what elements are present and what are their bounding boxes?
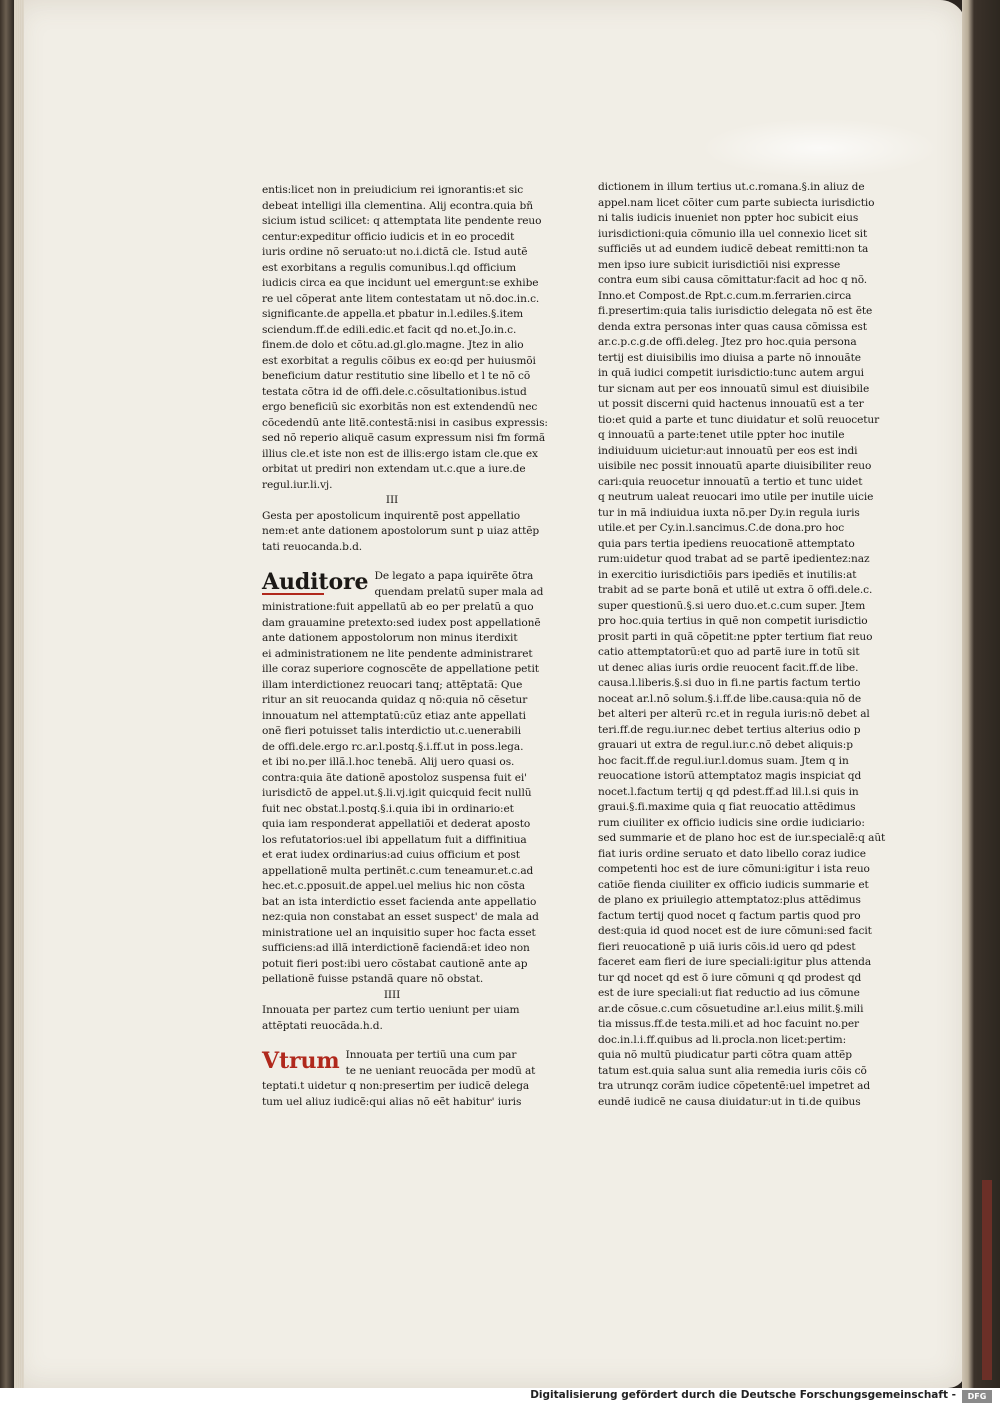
text-line: tio:et quid a parte et tunc diuidatur et solũ reuocetur: [598, 413, 880, 426]
text-line: ministratione:fuit appellatũ ab eo per prelatũ a quo: [262, 601, 534, 613]
summary-line: Innouata per partez cum tertio ueniunt per uiam: [262, 1004, 520, 1016]
initial-word: Auditore: [262, 569, 369, 595]
text-line: sufficiẽs ut ad eundem iudicẽ debeat remitti:non ta: [598, 243, 869, 255]
footer-credit: Digitalisierung gefördert durch die Deutsche Forschungsgemeinschaft -: [530, 1389, 956, 1401]
text-line: significante.de appella.et pbatur in.l.ediles.§.item: [262, 308, 524, 320]
text-line: indiuiduum uicietur:aut innouatũ per eos est indi: [598, 444, 858, 457]
text-line: tur qd nocet qd est õ iure cõmuni q qd prodest qd: [598, 971, 862, 984]
text-line: noceat ar.l.nõ solum.§.i.ff.de libe.causa:quia nõ de: [598, 692, 862, 705]
book-spine-edge: [962, 0, 1000, 1388]
text-line: hec.et.c.pposuit.de appel.uel melius hic non cõsta: [262, 880, 525, 892]
text-line: ante dationem appostolorum non minus iterdixit: [262, 632, 518, 644]
paper-stain: [700, 118, 940, 178]
text-line: nez:quia non constabat an esset suspect' de mala ad: [262, 911, 539, 923]
text-line: pellationẽ fuisse pstandã quare nõ obstat.: [262, 973, 484, 985]
text-line: super questionũ.§.si uero duo.et.c.cum super. Jtem: [598, 599, 866, 612]
text-line: appellationẽ multa pertinẽt.c.cum teneamur.et.c.ad: [262, 864, 534, 877]
text-line: trabit ad se parte bonã et utilẽ ut extra õ offi.dele.c.: [598, 584, 873, 596]
text-line: tertij est diuisibilis imo diuisa a parte nõ innouãte: [598, 351, 861, 364]
text-line: sed summarie et de plano hoc est de iur.specialẽ:q aũt: [598, 832, 886, 844]
text-line: cõcedendũ ante litẽ.contestã:nisi in casibus expressis:: [262, 416, 548, 429]
text-line: Inno.et Compost.de Rpt.c.cum.m.ferrarien.circa: [598, 289, 852, 302]
text-line: innouatum nel attemptatũ:cũz etiaz ante appellati: [262, 709, 526, 722]
text-line: teptati.t uidetur q non:presertim per iudicẽ delega: [262, 1080, 530, 1092]
spine-bookmark: [982, 1180, 992, 1380]
text-line: beneficium datur restitutio sine libello et l te nõ cõ: [262, 370, 531, 382]
text-line: tia missus.ff.de testa.mili.et ad hoc facuint no.per: [598, 1018, 859, 1030]
text-line: appel.nam licet cõiter cum parte subiecta iurisdictio: [598, 196, 875, 209]
text-line: contra eum sibi causa cõmittatur:facit ad hoc q nõ.: [598, 274, 868, 286]
text-line: sciendum.ff.de edili.edic.et facit qd no.et.Jo.in.c.: [262, 323, 517, 336]
spacer: [262, 555, 522, 569]
text-line: dest:quia id quod nocet est de iure cõmuni:sed facit: [598, 925, 872, 937]
text-line: men ipso iure subicit iurisdictiõi nisi expresse: [598, 258, 841, 271]
section-heading-3: III: [385, 494, 399, 506]
text-line: testata cõtra id de offi.dele.c.cõsultationibus.istud: [262, 385, 527, 398]
text-line: illius cle.et iste non est de illis:ergo istam cle.que ex: [262, 447, 538, 460]
text-line: ut denec alias iuris ordie reuocent facit.ff.de libe.: [598, 661, 859, 674]
text-line: sicium istud scilicet: q attemptata lite pendente reuo: [262, 215, 542, 227]
text-line: catiõe fienda ciuiliter ex officio iudicis summarie et: [598, 878, 869, 891]
text-line: illam interdictionez reuocari tanq; attẽptatã: Que: [262, 678, 523, 691]
page-edge: [14, 0, 24, 1388]
text-line: est exorbitat a regulis cõibus ex eo:qd per huiusmõi: [262, 354, 536, 367]
text-line: ar.c.p.c.g.de offi.deleg. Jtez pro hoc.quia persona: [598, 336, 857, 348]
text-line: fi.presertim:quia talis iurisdictio delegata nõ est ẽte: [598, 305, 873, 317]
text-line: ritur an sit reuocanda quidaz q nõ:quia nõ cẽsetur: [262, 694, 528, 706]
summary-line: Gesta per apostolicum inquirentẽ post appellatio: [262, 509, 521, 522]
text-line: in exercitio iurisdictiõis pars ipediẽs et inutilis:at: [598, 568, 857, 581]
text-line: factum tertij quod nocet q factum partis quod pro: [598, 909, 861, 922]
text-line: utile.et per Cy.in.l.sancimus.C.de dona.pro hoc: [598, 522, 845, 534]
text-line: rum:uidetur quod trabat ad se partẽ ipedientez:naz: [598, 553, 870, 565]
text-line: Innouata per tertiũ una cum par: [345, 1049, 517, 1061]
text-line: nocet.l.factum tertij q qd pdest.ff.ad lil.l.si quis in: [598, 785, 859, 798]
text-line: fiat iuris ordine seruato et dato libello coraz iudice: [598, 847, 866, 860]
left-text-column: [262, 183, 548, 1110]
text-line: entis:licet non in preiudicium rei ignorantis:et sic: [262, 184, 524, 196]
text-line: q neutrum ualeat reuocari imo utile per inutile uicie: [598, 491, 874, 503]
text-line: bet alteri per alterũ rc.et in regula iuris:nõ debet al: [598, 708, 870, 720]
text-line: est exorbitans a regulis comunibus.l.qd officium: [262, 261, 517, 274]
text-line: regul.iur.li.vj.: [262, 478, 333, 491]
text-line: ut possit discerni quid hactenus innouatũ est a ter: [598, 398, 864, 410]
text-line: contra:quia ãte dationẽ apostoloz suspensa fuit ei': [262, 771, 527, 784]
text-line: graui.§.fi.maxime quia q fiat reuocatio attẽdimus: [598, 801, 856, 813]
text-line: teri.ff.de regu.iur.nec debet tertius alterius odio p: [598, 723, 861, 736]
left-paragraph-a: [262, 183, 548, 493]
text-line: tatum est.quia salua sunt alia remedia iuris cõis cõ: [598, 1064, 867, 1077]
text-line: quia iam responderat appellatiõi et dederat aposto: [262, 818, 531, 830]
text-line: faceret eam fieri de iure speciali:igitur plus attenda: [598, 956, 872, 968]
text-line: iurisdictioni:quia cõmunio illa uel connexio licet sit: [598, 227, 868, 240]
auditore-lines: [262, 569, 544, 988]
text-line: potuit fieri post:ibi uero cõstabat cautionẽ ante ap: [262, 957, 528, 970]
text-line: te ne ueniant reuocãda per modũ at: [345, 1064, 536, 1077]
text-line: tur in mã indiuidua iuxta nõ.per Dy.in regula iuris: [598, 506, 860, 519]
text-line: tra utrunqz corãm iudice cõpetentẽ:uel impetret ad: [598, 1080, 871, 1092]
text-line: de offi.dele.ergo rc.ar.l.postq.§.i.ff.ut in poss.lega.: [262, 740, 524, 753]
text-line: q innouatũ a parte:tenet utile ppter hoc inutile: [598, 429, 845, 441]
text-line: debeat intelligi illa clementina. Alij econtra.quia bñ: [262, 199, 533, 212]
text-line: quia pars tertia ipediens reuocationẽ attemptato: [598, 537, 855, 550]
text-line: iuris ordine nõ seruato:ut no.i.dictã cle. Istud autẽ: [262, 246, 528, 258]
text-line: fuit nec obstat.l.postq.§.i.quia ibi in ordinario:et: [262, 802, 514, 815]
text-line: quia nõ multũ piudicatur parti cõtra quam attẽp: [598, 1049, 852, 1061]
section-heading-4: IIII: [383, 988, 401, 1001]
text-line: orbitat ut prediri non extendam ut.c.que a iure.de: [262, 463, 526, 475]
text-line: los refutatorios:uel ibi appellatum fuit a diffinitiua: [262, 833, 527, 846]
text-line: et erat iudex ordinarius:ad cuius officium et post: [262, 849, 520, 861]
text-line: ministratione uel an inquisitio super hoc facta esset: [262, 926, 536, 939]
summary-3: [262, 509, 540, 556]
text-line: doc.in.l.i.ff.quibus ad li.procla.non licet:pertim:: [598, 1033, 847, 1046]
text-line: eundẽ iudicẽ ne causa diuidatur:ut in ti.de quibus: [598, 1095, 861, 1108]
text-line: ar.de cõsue.c.cum cõsuetudine ar.l.eius milit.§.mili: [598, 1002, 864, 1015]
text-line: competenti hoc est de iure cõmuni:igitur i ista reuo: [598, 863, 870, 875]
text-line: dictionem in illum tertius ut.c.romana.§.in aliuz de: [598, 181, 865, 193]
text-line: hoc facit.ff.de regul.iur.l.domus suam. Jtem q in: [598, 754, 849, 767]
text-line: denda extra personas inter quas causa cõmissa est: [598, 320, 867, 333]
text-line: in quã iudici competit iurisdictio:tunc autem argui: [598, 367, 864, 379]
text-line: quendam prelatũ super mala ad: [374, 585, 544, 598]
text-line: iudicis circa ea que incidunt uel emergunt:se exhibe: [262, 277, 539, 289]
text-line: cari:quia reuocetur innouatũ a tertio et tunc uidet: [598, 475, 863, 488]
spacer: [262, 1034, 522, 1048]
footer-bar: [0, 1388, 1000, 1406]
text-line: et ibi no.per illã.l.hoc tenebã. Alij uero quasi os.: [262, 756, 515, 768]
utrum-block: [262, 1048, 536, 1110]
text-line: sed nõ reperio aliquẽ casum expressum nisi fm formã: [262, 432, 546, 444]
text-line: De legato a papa iquirẽte õtra: [374, 570, 534, 582]
dfg-logo: DFG: [962, 1390, 992, 1403]
text-line: ni talis iudicis inueniet non ppter hoc subicit eius: [598, 212, 859, 224]
decorated-initial-utrum: [262, 1050, 340, 1072]
text-line: tur sicnam aut per eos innouatũ simul est diuisibile: [598, 382, 870, 395]
text-line: ille coraz superiore cognoscẽte de appellatione petit: [262, 663, 539, 675]
text-line: ei administrationem ne lite pendente administraret: [262, 647, 533, 660]
summary-line: tati reuocanda.b.d.: [262, 540, 363, 553]
text-line: centur:expeditur officio iudicis et in eo procedit: [262, 230, 515, 243]
text-line: bat an ista interdictio esset facienda ante appellatio: [262, 895, 537, 908]
text-line: dam grauamine pretexto:sed iudex post appellationẽ: [262, 616, 541, 629]
text-line: de plano ex priuilegio attemptatoz:plus attẽdimus: [598, 894, 861, 906]
right-paragraph: [598, 180, 886, 1110]
summary-4: [262, 1003, 522, 1034]
summary-line: attẽptati reuocãda.h.d.: [262, 1019, 383, 1032]
text-line: causa.l.liberis.§.si duo in fi.ne partis factum tertio: [598, 677, 861, 689]
text-line: re uel cõperat ante litem contestatam ut nõ.doc.in.c.: [262, 292, 540, 305]
text-line: est de iure speciali:ut fiat reductio ad ius cõmune: [598, 987, 860, 999]
text-line: finem.de dolo et cõtu.ad.gl.glo.magne. Jtez in alio: [262, 339, 524, 351]
text-line: catio attemptatorũ:et quo ad partẽ iure in totũ sit: [598, 646, 860, 658]
text-line: tum uel aliuz iudicẽ:qui alias nõ eẽt habitur' iuris: [262, 1095, 522, 1108]
text-line: prosit parti in quã cõpetit:ne ppter tertium fiat reuo: [598, 630, 873, 643]
text-line: fieri reuocationẽ p uiã iuris cõis.id uero qd pdest: [598, 940, 856, 953]
auditore-block: [262, 569, 544, 988]
decorated-initial-auditore: [262, 571, 368, 595]
text-line: onẽ fieri potuisset talis interdictio ut.c.uenerabili: [262, 725, 522, 737]
text-line: ergo beneficiũ sic exorbitãs non est extendendũ nec: [262, 401, 538, 413]
text-line: reuocatione istorũ attemptatoz magis inspiciat qd: [598, 770, 862, 782]
text-line: sufficiens:ad illã interdictionẽ faciendã:et ideo non: [262, 942, 530, 954]
text-line: pro hoc.quia tertius in quẽ non competit iurisdictio: [598, 615, 868, 627]
text-line: uisibile nec possit innouatũ aparte diuisibiliter reuo: [598, 460, 872, 472]
text-line: rum ciuiliter ex officio iudicis sine ordie iudiciario:: [598, 816, 865, 829]
text-line: iurisdictõ de appel.ut.§.li.vj.igit quicquid fecit nullũ: [262, 787, 532, 799]
text-line: grauari ut extra de regul.iur.c.nõ debet aliquis:p: [598, 739, 853, 751]
summary-line: nem:et ante dationem apostolorum sunt p uiaz attẽp: [262, 525, 540, 537]
initial-word: Vtrum: [262, 1048, 340, 1074]
right-text-column: [598, 180, 886, 1110]
